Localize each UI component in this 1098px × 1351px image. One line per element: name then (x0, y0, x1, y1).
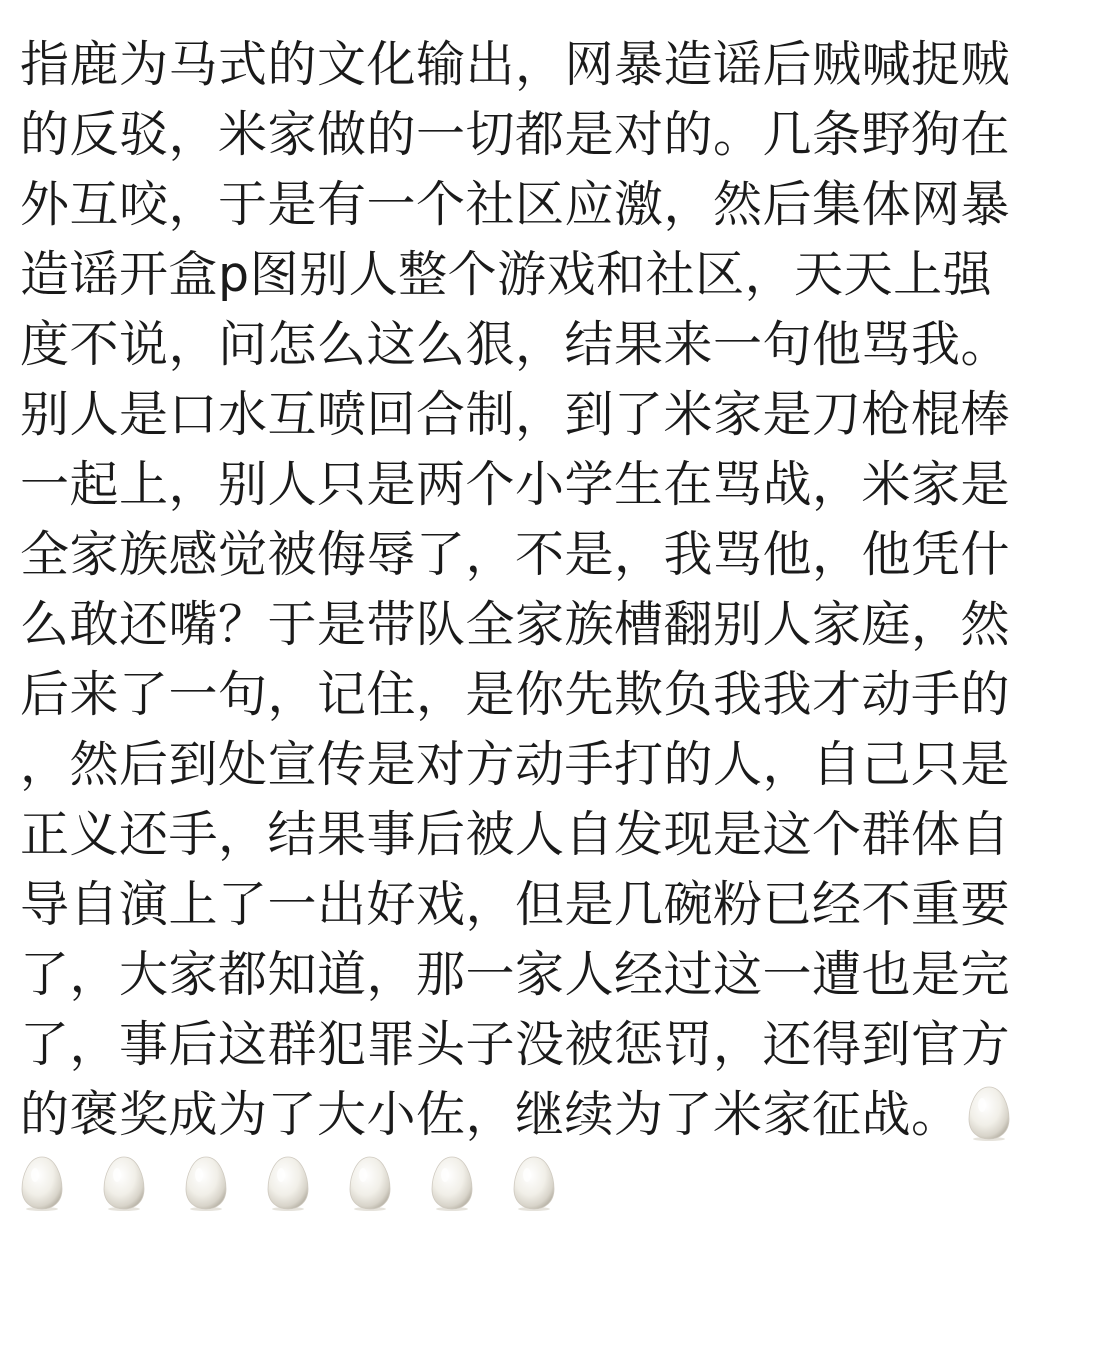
post-line: 别人是口水互喷回合制，到了米家是刀枪棍棒 (20, 386, 1011, 443)
post-line: 的褒奖成为了大小佐，继续为了米家征战。 (20, 1086, 961, 1143)
post-line: ，然后到处宣传是对方动手打的人，自己只是 (20, 736, 1011, 793)
post-line: 么敢还嘴？于是带队全家族槽翻别人家庭，然 (20, 596, 1011, 653)
post-line: 后来了一句，记住，是你先欺负我我才动手的 (20, 666, 1011, 723)
post-last-line (20, 1080, 1080, 1150)
egg-icon (348, 1155, 392, 1211)
post-line: 外互咬，于是有一个社区应激，然后集体网暴 (20, 176, 1011, 233)
egg-icon (266, 1155, 310, 1211)
egg-icon (20, 1155, 64, 1211)
post-line: 造谣开盒p图别人整个游戏和社区，天天上强 (20, 246, 993, 303)
post-line: 度不说，问怎么这么狠，结果来一句他骂我。 (20, 316, 1011, 373)
post-line: 正义还手，结果事后被人自发现是这个群体自 (20, 806, 1011, 863)
post-line: 的反驳，米家做的一切都是对的。几条野狗在 (20, 106, 1011, 163)
post-line: 了，大家都知道，那一家人经过这一遭也是完 (20, 946, 1011, 1003)
egg-icon (430, 1155, 474, 1211)
egg-icon (102, 1155, 146, 1211)
egg-icon (967, 1085, 1011, 1141)
post-body (20, 30, 1080, 1220)
egg-icon (512, 1155, 556, 1211)
post-line: 指鹿为马式的文化输出，网暴造谣后贼喊捉贼 (20, 36, 1011, 93)
post-line: 一起上，别人只是两个小学生在骂战，米家是 (20, 456, 1011, 513)
emoji-row (20, 1150, 1080, 1220)
post-line: 导自演上了一出好戏，但是几碗粉已经不重要 (20, 876, 1011, 933)
post-line: 了，事后这群犯罪头子没被惩罚，还得到官方 (20, 1016, 1011, 1073)
egg-icon (184, 1155, 228, 1211)
post-line: 全家族感觉被侮辱了，不是，我骂他，他凭什 (20, 526, 1011, 583)
